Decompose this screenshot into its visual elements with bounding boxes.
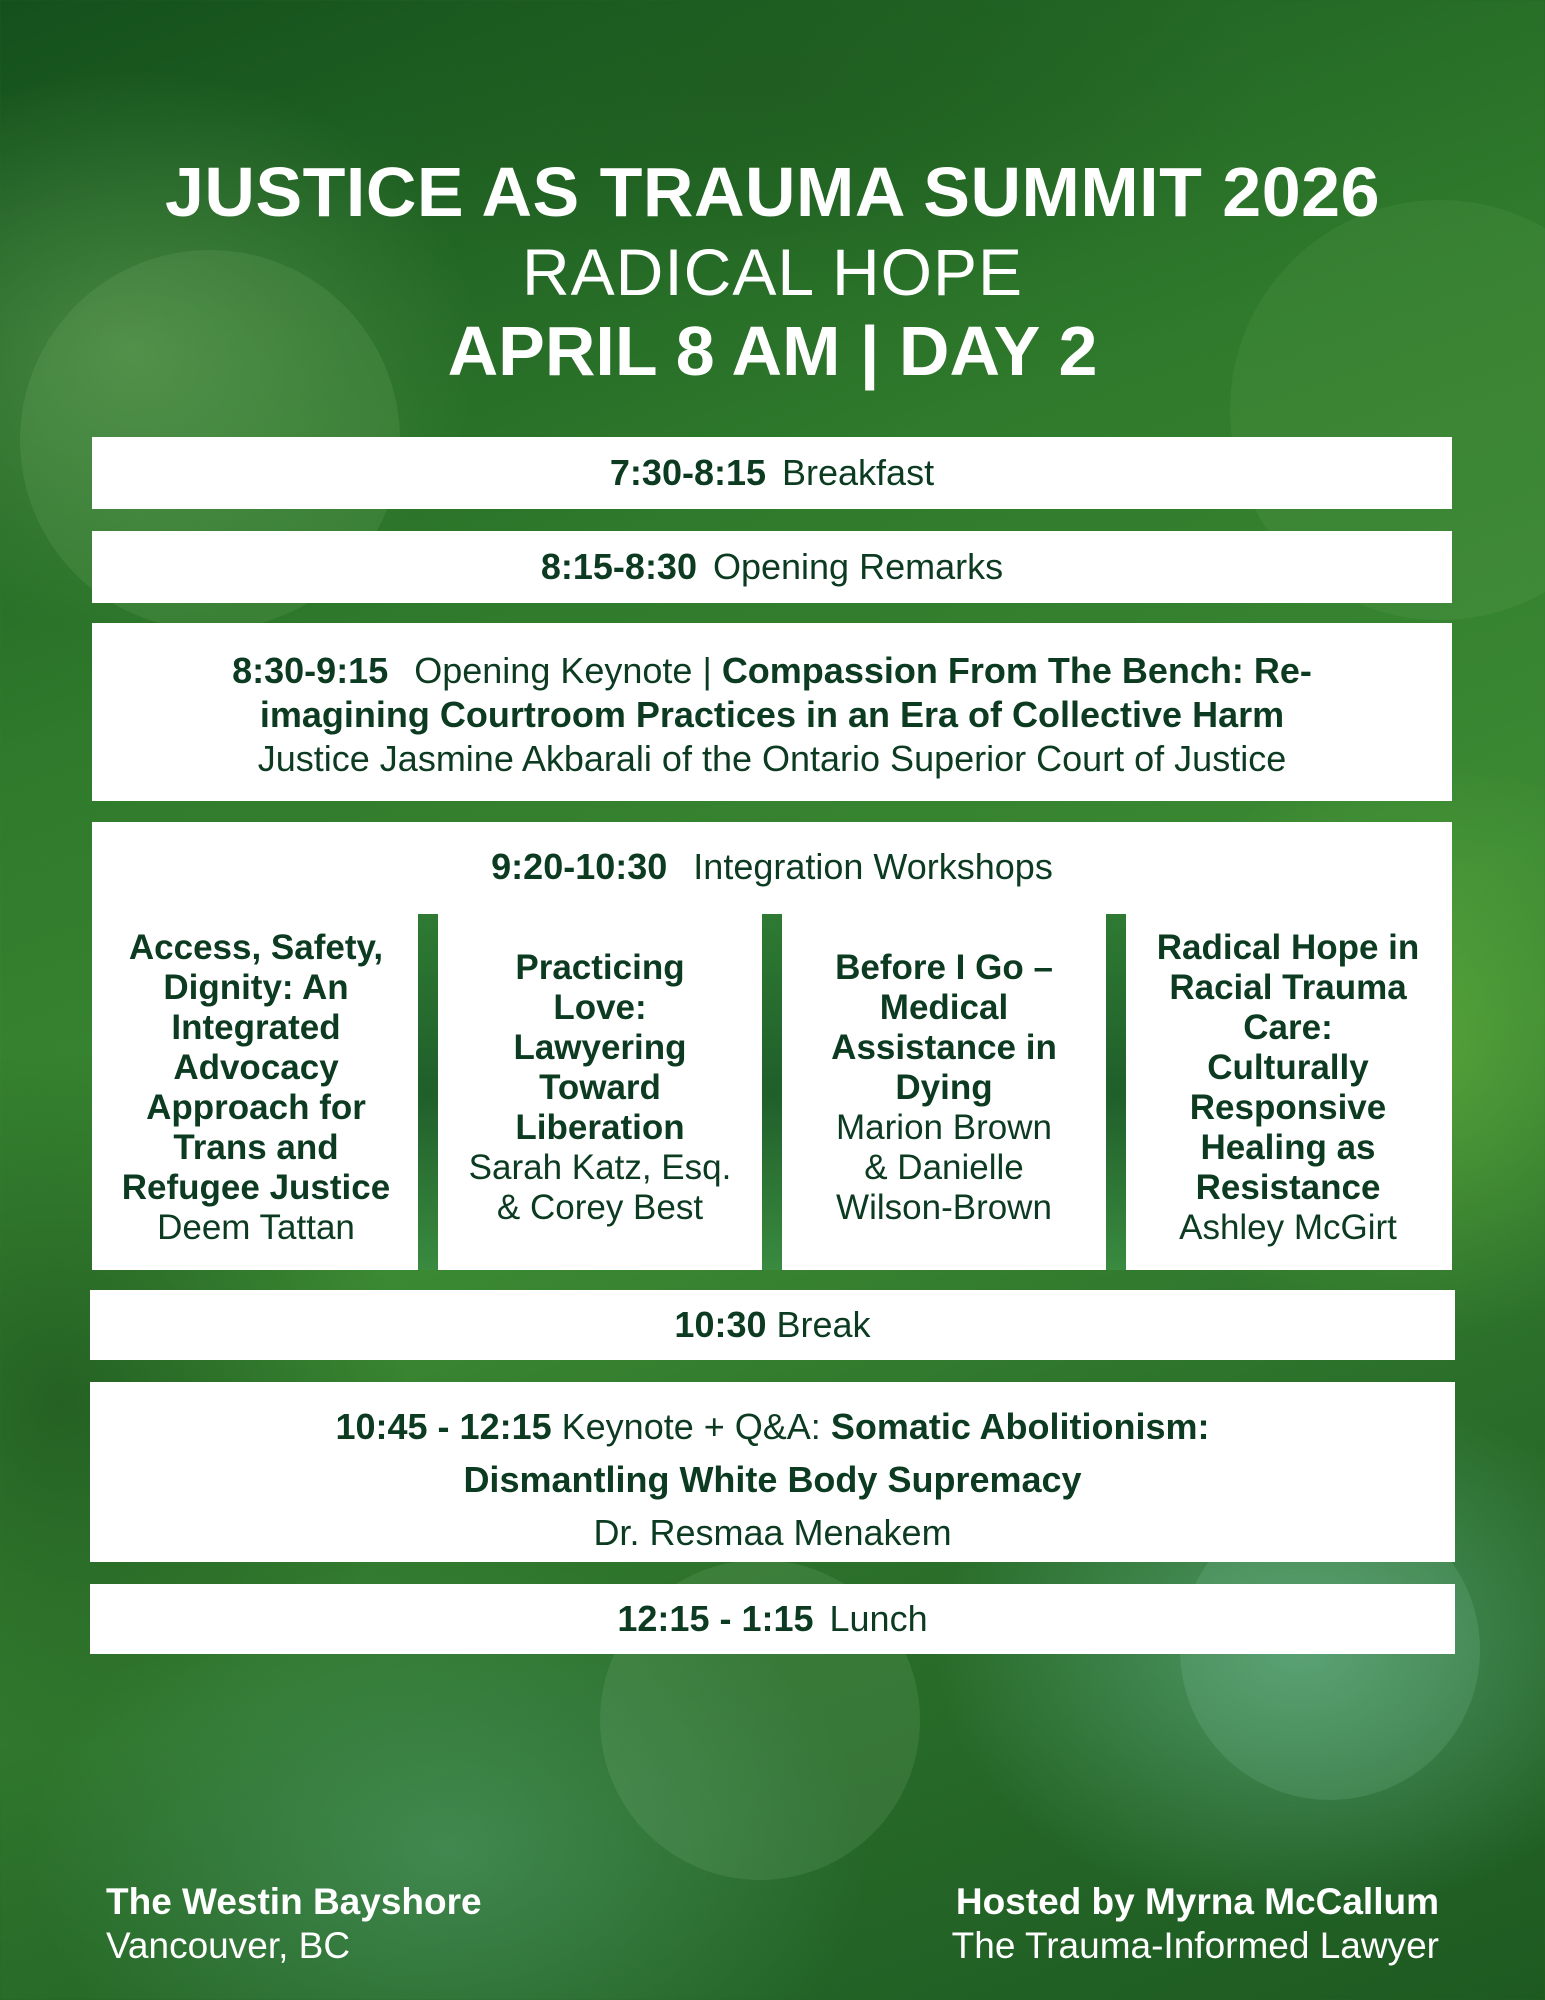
event-title: JUSTICE AS TRAUMA SUMMIT 2026 [164,153,1381,231]
schedule-item-lunch [90,1584,1455,1654]
workshop-title-line: Trans and [173,1128,339,1167]
session-label: Opening Keynote | [414,650,712,691]
host-name: Hosted by Myrna McCallum [955,1881,1439,1922]
workshop-title-line: Radical Hope in [1156,928,1420,967]
session-time: 12:15 - 1:15 [617,1598,814,1639]
session-time: 7:30-8:15 [609,452,766,493]
workshop-title-line: Resistance [1195,1168,1381,1207]
host-organization: The Trauma-Informed Lawyer [951,1925,1439,1966]
workshop-speaker: & Corey Best [496,1188,704,1227]
venue-info [106,1880,482,1968]
divider [418,914,438,1270]
session-time: 8:15-8:30 [540,546,697,587]
workshop-speaker: Marion Brown [836,1108,1052,1147]
workshop-title-line: Racial Trauma [1169,968,1407,1007]
session-title: Compassion From The Bench: Re- [721,650,1312,691]
session-label: Opening Remarks [712,546,1004,587]
poster-header [0,150,1545,392]
workshop-card [782,914,1106,1262]
workshop-title-line: Healing as [1200,1128,1376,1167]
venue-name: The Westin Bayshore [106,1881,482,1922]
session-time: 10:45 - 12:15 [335,1406,552,1447]
session-time: 10:30 [674,1304,767,1345]
session-title-continued: imagining Courtroom Practices in an Era of Collective Harm [259,694,1285,735]
venue-city: Vancouver, BC [106,1925,351,1966]
workshop-card [438,914,762,1262]
workshop-title-line: Access, Safety, [128,928,384,967]
workshop-title-line: Dignity: An [163,968,349,1007]
workshop-title-line: Approach for [146,1088,366,1127]
schedule-item-breakfast [92,437,1452,509]
workshop-title-line: Assistance in [831,1028,1057,1067]
divider [1106,914,1126,1270]
event-date: APRIL 8 AM | DAY 2 [447,312,1098,390]
event-theme: RADICAL HOPE [521,235,1023,309]
host-info [952,1880,1439,1968]
divider [762,914,782,1270]
session-speaker: Justice Jasmine Akbarali of the Ontario Superior Court of Justice [257,738,1287,779]
session-label: Breakfast [782,452,935,493]
workshop-title-line: Dying [895,1068,993,1107]
session-label: Lunch [829,1598,928,1639]
workshop-speaker: & Danielle [864,1148,1024,1187]
schedule-item-workshops [92,822,1452,1270]
workshop-title-line: Practicing [515,948,685,987]
session-speaker: Dr. Resmaa Menakem [593,1512,952,1553]
workshop-title-line: Refugee Justice [121,1168,391,1207]
session-label: Integration Workshops [693,846,1053,887]
workshop-card [1126,914,1450,1262]
workshop-title-line: Advocacy [173,1048,339,1087]
workshop-title-line: Liberation [515,1108,685,1147]
session-time: 9:20-10:30 [491,846,668,887]
workshop-speaker: Sarah Katz, Esq. [468,1148,732,1187]
workshops-heading [92,846,1452,888]
workshop-speaker: Deem Tattan [157,1208,355,1247]
workshop-title-line: Love: [553,988,647,1027]
session-label: Keynote + Q&A: [561,1406,821,1447]
schedule-item-opening-keynote [92,623,1452,801]
workshop-title-line: Lawyering [513,1028,687,1067]
workshop-title-line: Medical [879,988,1009,1027]
workshop-title-line: Culturally [1207,1048,1369,1087]
workshop-speaker: Ashley McGirt [1179,1208,1397,1247]
schedule-item-keynote [90,1382,1455,1562]
workshop-speaker: Wilson-Brown [836,1188,1052,1227]
schedule-item-opening-remarks [92,531,1452,603]
workshop-title-line: Responsive [1189,1088,1387,1127]
schedule-item-break [90,1290,1455,1360]
workshop-title-line: Before I Go – [835,948,1053,987]
workshop-title-line: Integrated [171,1008,341,1047]
workshop-title-line: Toward [539,1068,661,1107]
session-time: 8:30-9:15 [232,650,389,691]
session-title: Somatic Abolitionism: [830,1406,1210,1447]
session-title-continued: Dismantling White Body Supremacy [463,1459,1082,1500]
session-label: Break [776,1304,871,1345]
workshop-title-line: Care: [1243,1008,1333,1047]
workshop-card [94,914,418,1262]
